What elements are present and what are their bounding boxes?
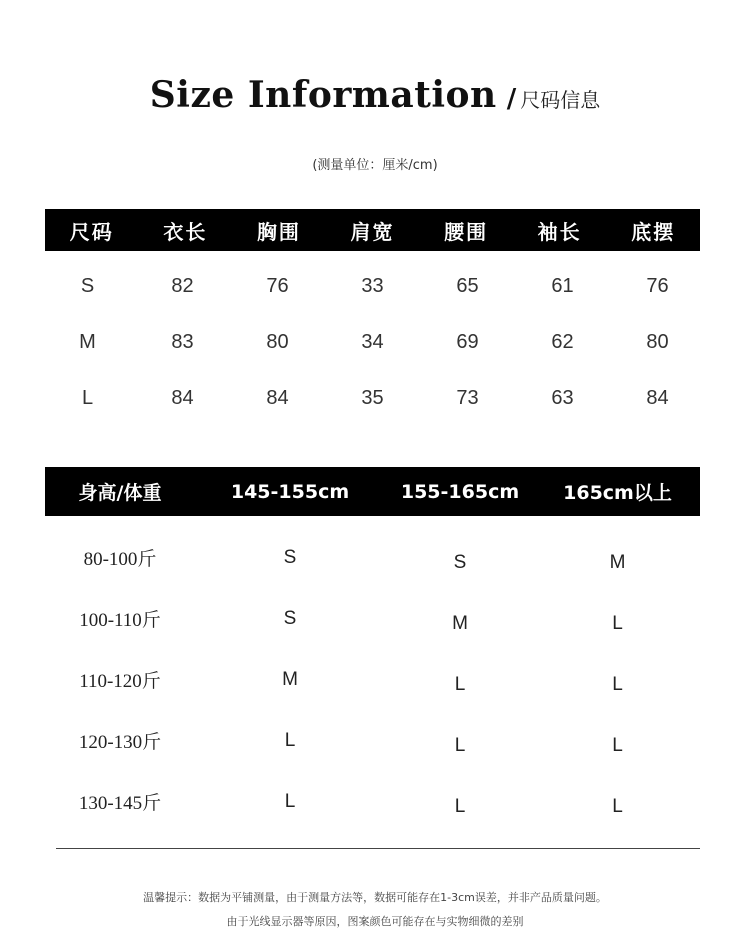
- size-table-cell: 83: [171, 330, 194, 353]
- size-table-cell: 84: [646, 386, 669, 409]
- fit-table-size-cell: M: [282, 668, 298, 690]
- size-table-cell: 76: [646, 274, 669, 297]
- size-table-cell: 69: [456, 330, 479, 353]
- fit-table-header-cell: 身高/体重: [78, 482, 162, 504]
- size-table-cell: L: [81, 386, 94, 409]
- size-table-cell: M: [79, 330, 96, 353]
- size-table-cell: 73: [456, 386, 479, 409]
- fit-table-size-cell: L: [612, 612, 623, 634]
- size-table-cell: 61: [551, 274, 574, 297]
- fit-table-size-cell: S: [283, 546, 297, 568]
- fit-table-size-cell: L: [612, 734, 623, 756]
- fit-table-header-cell: 155-165cm: [400, 480, 520, 503]
- size-table-cell: 33: [361, 274, 384, 297]
- divider: [56, 848, 700, 849]
- fit-table-size-cell: L: [612, 673, 623, 695]
- fit-table-size-cell: S: [453, 551, 467, 573]
- fit-table-row: [45, 649, 700, 710]
- fit-table-weight-cell: 120-130斤: [78, 732, 162, 753]
- size-table-header-cell: 底摆: [631, 219, 676, 244]
- size-table-header-cell: 衣长: [163, 219, 208, 244]
- fit-table-row: [45, 527, 700, 588]
- size-table-cell: 62: [551, 330, 574, 353]
- size-table-row: [40, 370, 705, 426]
- fit-table-size-cell: L: [454, 673, 466, 695]
- size-table-header-cell: 袖长: [537, 219, 582, 244]
- fit-table-body: [45, 527, 700, 832]
- fit-table-size-cell: M: [609, 551, 626, 573]
- size-table-cell: 76: [266, 274, 289, 297]
- fit-table-header: [45, 467, 700, 516]
- size-table-cell: 35: [361, 386, 384, 409]
- size-table-header: [45, 209, 700, 251]
- size-table-cell: 82: [171, 274, 194, 297]
- title-english: Size Information: [149, 74, 497, 116]
- fit-table-row: [45, 710, 700, 771]
- fit-table-weight-cell: 130-145斤: [78, 793, 162, 814]
- fit-table-row: [45, 588, 700, 649]
- size-table-cell: 84: [171, 386, 194, 409]
- size-table-cell: 80: [646, 330, 669, 353]
- title-separator: /: [506, 84, 517, 114]
- size-table-cell: 63: [551, 386, 574, 409]
- fit-table-header-cell: 165cm以上: [563, 482, 672, 504]
- fit-table-size-cell: L: [612, 795, 623, 817]
- size-table-body: [40, 258, 705, 426]
- fit-table-size-cell: S: [283, 607, 297, 629]
- page-title: [0, 74, 750, 116]
- tip-measurement: 温馨提示：数据为平铺测量，由于测量方法等，数据可能存在1-3cm误差，并非产品质量问题。: [143, 891, 607, 904]
- fit-table-weight-cell: 80-100斤: [83, 549, 157, 570]
- size-table-row: [40, 258, 705, 314]
- size-table-row: [40, 314, 705, 370]
- size-table-cell: 84: [266, 386, 289, 409]
- fit-table-header-cell: 145-155cm: [230, 480, 350, 503]
- size-table-cell: 80: [266, 330, 289, 353]
- fit-table-size-cell: L: [284, 790, 296, 812]
- fit-table-size-cell: M: [452, 612, 468, 634]
- tip-color: 由于光线显示器等原因，图案颜色可能存在与实物细微的差别: [226, 915, 524, 928]
- title-chinese: 尺码信息: [520, 88, 601, 112]
- fit-table-weight-cell: 100-110斤: [79, 610, 161, 631]
- size-table-header-cell: 胸围: [256, 219, 301, 244]
- fit-table-size-cell: L: [284, 729, 296, 751]
- fit-table-size-cell: L: [454, 795, 466, 817]
- size-table-header-cell: 尺码: [69, 219, 114, 244]
- unit-note: (测量单位：厘米/cm): [312, 158, 438, 173]
- size-table-header-cell: 肩宽: [350, 219, 395, 244]
- size-table-cell: 65: [456, 274, 479, 297]
- size-table-cell: S: [80, 274, 95, 297]
- size-table-cell: 34: [361, 330, 384, 353]
- fit-table-weight-cell: 110-120斤: [79, 671, 161, 692]
- fit-table-size-cell: L: [454, 734, 466, 756]
- fit-table-row: [45, 771, 700, 832]
- size-table-header-cell: 腰围: [444, 219, 489, 244]
